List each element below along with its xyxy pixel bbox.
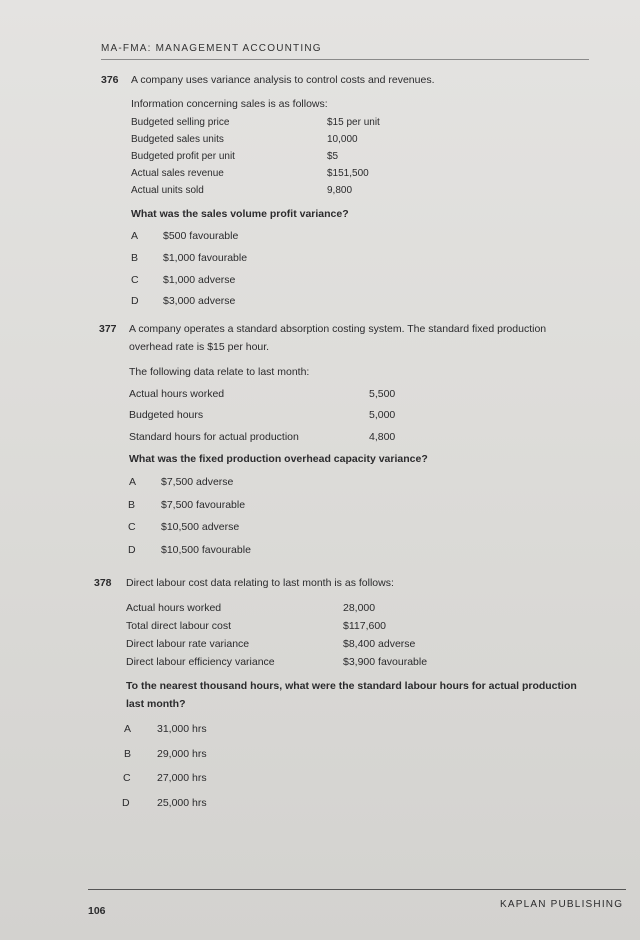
q376-question: What was the sales volume profit variance? xyxy=(131,208,349,220)
q376-row-value: 9,800 xyxy=(327,185,353,196)
q376-option-letter: D xyxy=(131,295,139,307)
q377-row-value: 5,500 xyxy=(369,388,396,400)
q378-option-letter: B xyxy=(124,748,132,760)
question-number-378: 378 xyxy=(94,577,112,589)
q378-question-line1: To the nearest thousand hours, what were the standard labour hours for actual production xyxy=(126,680,577,692)
q377-row-label: Standard hours for actual production xyxy=(129,431,299,443)
q376-option-a[interactable]: $500 favourable xyxy=(163,230,239,242)
q376-row-label: Budgeted profit per unit xyxy=(131,151,235,162)
q376-row-value: $15 per unit xyxy=(327,117,380,128)
q377-row-label: Actual hours worked xyxy=(129,388,225,400)
q378-row-label: Actual hours worked xyxy=(126,602,222,614)
q378-option-b[interactable]: 29,000 hrs xyxy=(157,748,207,760)
q376-row-label: Actual units sold xyxy=(131,185,204,196)
q377-row-value: 5,000 xyxy=(369,409,396,421)
q378-question-line2: last month? xyxy=(126,698,186,710)
q378-row-label: Total direct labour cost xyxy=(126,620,232,632)
q377-intro-line1: A company operates a standard absorption costing system. The standard fixed production xyxy=(129,323,547,335)
q376-option-letter: A xyxy=(131,230,139,242)
q376-row-label: Budgeted sales units xyxy=(131,134,224,145)
q376-intro: A company uses variance analysis to control costs and revenues. xyxy=(131,74,435,86)
q376-row-value: 10,000 xyxy=(327,134,358,145)
q376-row-label: Budgeted selling price xyxy=(131,117,230,128)
q377-option-b[interactable]: $7,500 favourable xyxy=(161,499,246,511)
q377-option-letter: D xyxy=(128,544,136,556)
header-rule xyxy=(101,59,589,60)
footer-rule xyxy=(88,889,626,890)
page-number: 106 xyxy=(88,905,106,917)
q377-option-letter: C xyxy=(128,521,136,533)
q376-option-letter: C xyxy=(131,274,139,286)
q378-row-label: Direct labour efficiency variance xyxy=(126,656,275,668)
q378-option-letter: C xyxy=(123,772,131,784)
q378-option-a[interactable]: 31,000 hrs xyxy=(157,723,207,735)
q377-option-d[interactable]: $10,500 favourable xyxy=(161,544,251,556)
q376-option-d[interactable]: $3,000 adverse xyxy=(163,295,236,307)
q378-row-value: $8,400 adverse xyxy=(343,638,416,650)
page-header: MA-FMA: MANAGEMENT ACCOUNTING xyxy=(101,43,322,54)
q377-row-value: 4,800 xyxy=(369,431,396,443)
q377-info: The following data relate to last month: xyxy=(129,366,310,378)
q377-option-letter: A xyxy=(129,476,137,488)
q377-row-label: Budgeted hours xyxy=(129,409,204,421)
q377-question: What was the fixed production overhead capacity variance? xyxy=(129,453,428,465)
q376-row-value: $151,500 xyxy=(327,168,369,179)
q376-row-value: $5 xyxy=(327,151,339,162)
q378-row-label: Direct labour rate variance xyxy=(126,638,250,650)
question-number-376: 376 xyxy=(101,74,119,86)
q378-option-letter: A xyxy=(124,723,132,735)
q378-row-value: $3,900 favourable xyxy=(343,656,428,668)
q377-option-c[interactable]: $10,500 adverse xyxy=(161,521,240,533)
q376-option-c[interactable]: $1,000 adverse xyxy=(163,274,236,286)
q376-option-b[interactable]: $1,000 favourable xyxy=(163,252,248,264)
q378-intro: Direct labour cost data relating to last month is as follows: xyxy=(126,577,394,589)
q378-option-c[interactable]: 27,000 hrs xyxy=(157,772,207,784)
q376-info: Information concerning sales is as follows: xyxy=(131,98,328,110)
question-number-377: 377 xyxy=(99,323,117,335)
q378-option-d[interactable]: 25,000 hrs xyxy=(157,797,207,809)
q377-option-letter: B xyxy=(128,499,136,511)
q378-option-letter: D xyxy=(122,797,130,809)
q376-option-letter: B xyxy=(131,252,139,264)
q377-intro-line2: overhead rate is $15 per hour. xyxy=(129,341,270,353)
q376-row-label: Actual sales revenue xyxy=(131,168,224,179)
q377-option-a[interactable]: $7,500 adverse xyxy=(161,476,234,488)
publisher-name: KAPLAN PUBLISHING xyxy=(500,899,624,910)
q378-row-value: 28,000 xyxy=(343,602,376,614)
q378-row-value: $117,600 xyxy=(343,620,387,632)
